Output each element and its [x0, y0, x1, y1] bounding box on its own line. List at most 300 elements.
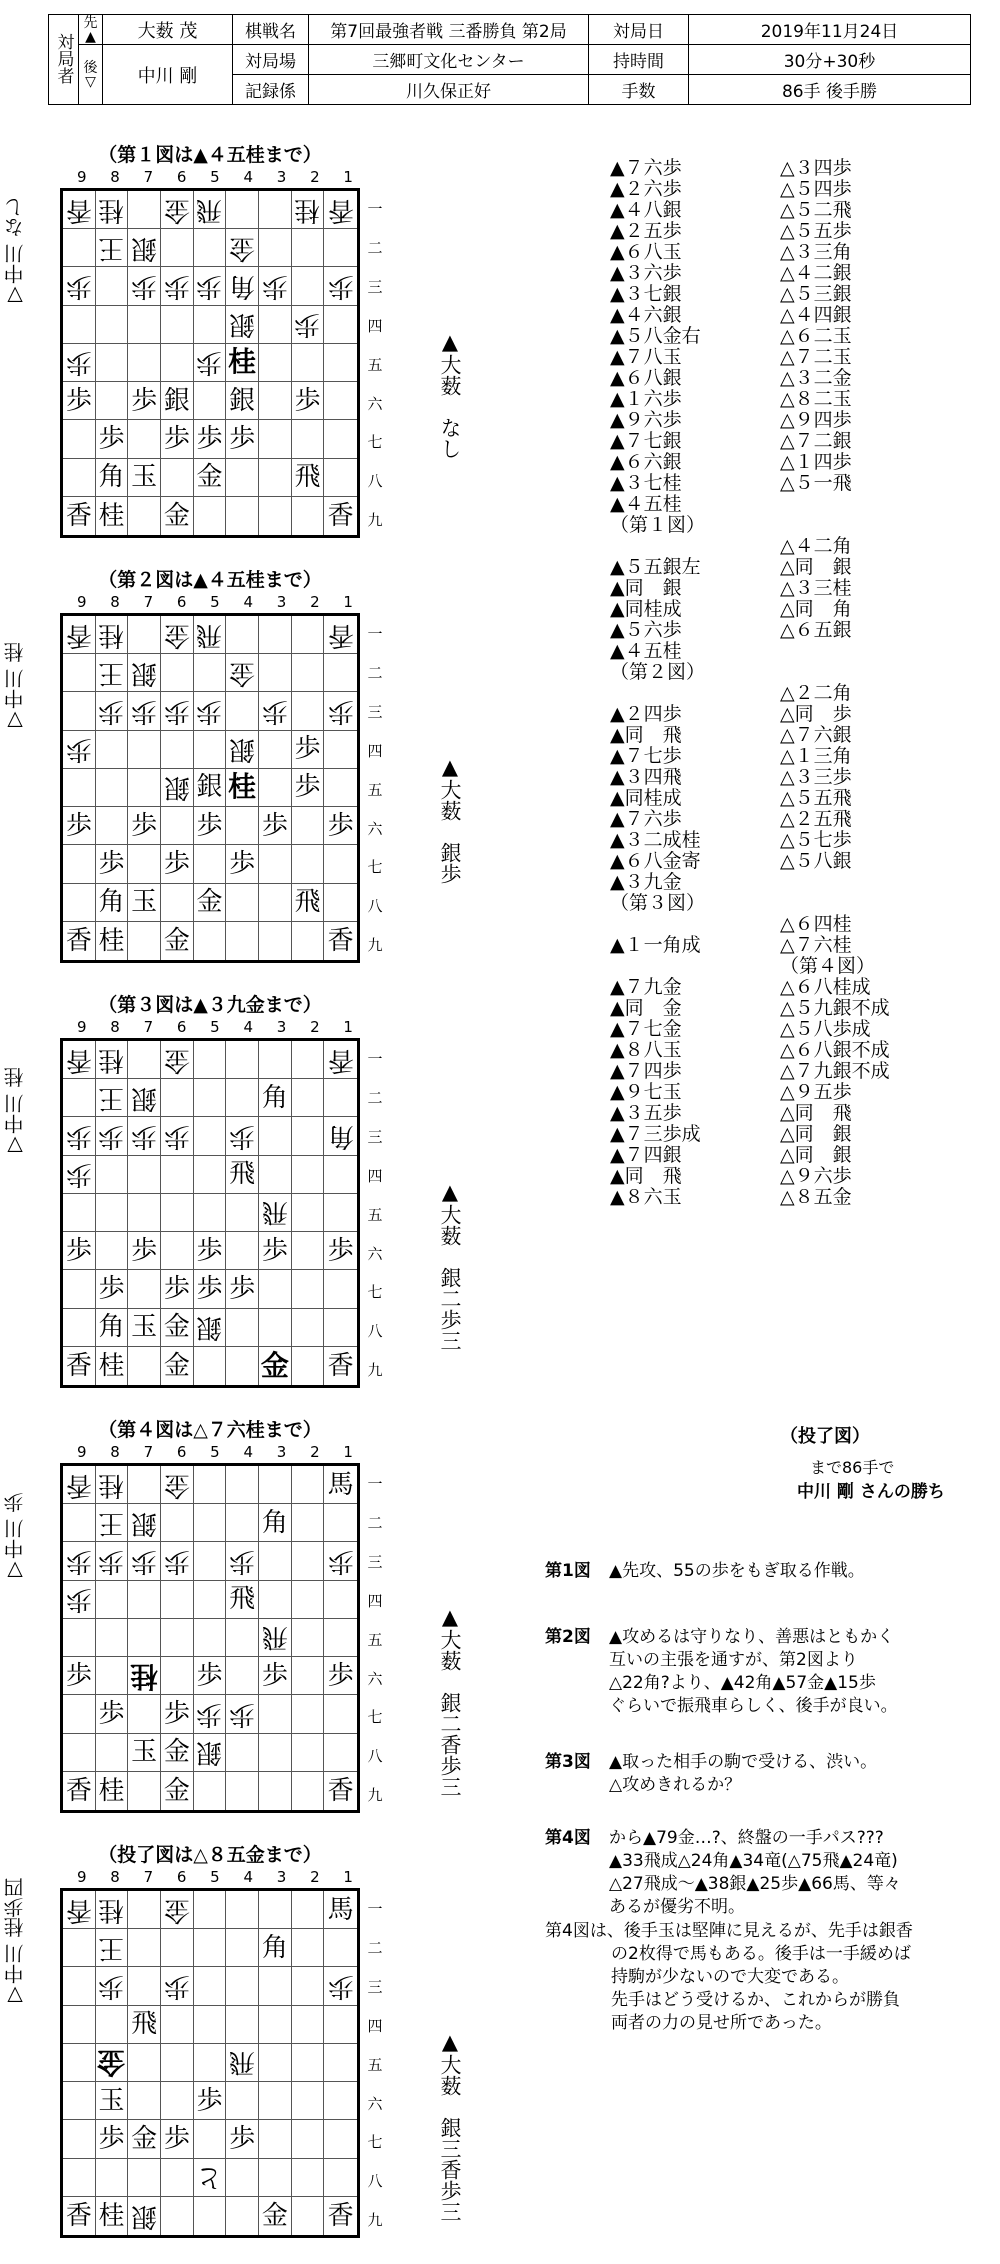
board-square	[161, 654, 194, 692]
note-label: 第4図	[545, 1828, 591, 1848]
board-square	[292, 807, 325, 845]
piece: 歩	[327, 271, 354, 302]
piece: 歩	[261, 271, 288, 302]
board-square	[194, 616, 227, 654]
board-square	[96, 191, 129, 229]
board-square	[292, 1270, 325, 1308]
move-sente: ▲７七金	[610, 1018, 682, 1040]
file-number: 4	[243, 1868, 254, 1886]
piece: 香	[65, 619, 92, 650]
game-info-table	[48, 14, 971, 105]
board-square	[161, 1542, 194, 1580]
board-square	[96, 845, 129, 883]
move-gote: △６二玉	[780, 325, 852, 347]
board-square	[226, 229, 259, 267]
board-square	[63, 382, 96, 420]
board-square	[96, 459, 129, 497]
piece: 角	[98, 887, 125, 918]
file-number: 6	[176, 1868, 187, 1886]
piece: 歩	[98, 1121, 125, 1152]
board-square	[226, 1309, 259, 1347]
board-square	[324, 1657, 357, 1695]
board-square	[259, 382, 292, 420]
board-square	[292, 1891, 325, 1929]
move-row	[610, 494, 970, 515]
file-number: 7	[143, 593, 154, 611]
board-square	[128, 845, 161, 883]
file-number: 1	[343, 168, 353, 186]
piece: 香	[327, 925, 354, 956]
move-row	[610, 851, 970, 872]
file-number: 9	[76, 1018, 87, 1036]
rank-number: 二	[367, 1513, 383, 1532]
board-square	[324, 229, 357, 267]
rank-number: 五	[367, 1630, 383, 1649]
board-square	[292, 2082, 325, 2120]
note-line: の2枚得で馬もある。後手は一手緩めば	[611, 1944, 911, 1964]
move-gote: △同 銀	[780, 1144, 852, 1166]
move-gote: △２二角	[780, 682, 852, 704]
move-row	[610, 515, 970, 536]
piece: 歩	[196, 423, 223, 454]
board-square	[226, 1466, 259, 1504]
board-square	[194, 382, 227, 420]
board-square	[324, 2006, 357, 2044]
piece: 飛	[261, 1622, 288, 1653]
board-square	[226, 420, 259, 458]
gote-hand: ▽中川 歩	[3, 1492, 27, 1583]
board-square	[259, 884, 292, 922]
piece: 金	[131, 2123, 158, 2154]
sente-pieces-in-hand: なし	[438, 417, 462, 459]
piece: 金	[97, 2046, 126, 2080]
recorder-label: 記録係	[233, 75, 309, 105]
rank-number: 八	[367, 897, 383, 916]
rank-number: 八	[367, 1322, 383, 1341]
time-control: 30分+30秒	[689, 45, 971, 75]
move-row	[610, 620, 970, 641]
piece: 香	[327, 1044, 354, 1075]
board-square	[324, 1772, 357, 1810]
move-count-result: 86手 後手勝	[689, 75, 971, 105]
piece: 金	[163, 1775, 190, 1806]
board-square	[194, 1657, 227, 1695]
file-number: 2	[310, 1443, 320, 1461]
piece: 金	[163, 1312, 190, 1343]
board-square	[128, 1347, 161, 1385]
note-line: ▲先攻、55の歩をもぎ取る作戦。	[609, 1561, 865, 1581]
move-gote: △２五飛	[780, 808, 852, 830]
board-square	[226, 459, 259, 497]
board-square	[194, 731, 227, 769]
sente-name: ▲大薮	[438, 1605, 462, 1671]
board-square	[194, 229, 227, 267]
board-square	[128, 654, 161, 692]
piece: 銀	[131, 2200, 158, 2231]
note-line: △攻めきれるか？	[609, 1775, 742, 1795]
piece: 桂	[98, 619, 125, 650]
board-square	[194, 654, 227, 692]
board-square	[292, 1734, 325, 1772]
move-sente: ▲３四飛	[610, 766, 682, 788]
board-square	[63, 1194, 96, 1232]
piece: 歩	[98, 1698, 125, 1729]
rank-number: 六	[367, 1669, 383, 1688]
board-square	[324, 420, 357, 458]
sente-name: ▲大薮	[438, 330, 462, 396]
piece: 金	[229, 657, 256, 688]
piece: 銀	[131, 232, 158, 263]
board-square	[128, 2044, 161, 2082]
piece: 歩	[65, 385, 92, 416]
board-square	[63, 2082, 96, 2120]
time-label: 持時間	[589, 45, 689, 75]
file-number: 5	[210, 168, 220, 186]
move-sente: ▲同桂成	[610, 787, 682, 809]
kisen-label: 棋戦名	[233, 15, 309, 45]
move-row	[610, 767, 970, 788]
file-number: 6	[176, 1443, 187, 1461]
board-square	[161, 344, 194, 382]
board-square	[63, 1657, 96, 1695]
board-square	[194, 845, 227, 883]
board-square	[96, 1581, 129, 1619]
board-square	[128, 1967, 161, 2005]
board-square	[96, 1041, 129, 1079]
board-square	[226, 2120, 259, 2158]
board-square	[226, 1542, 259, 1580]
board-square	[128, 1309, 161, 1347]
sente-pieces-in-hand: 銀三香歩三	[438, 2117, 462, 2222]
piece: 歩	[65, 1235, 92, 1266]
board-square	[96, 2082, 129, 2120]
file-number: 7	[143, 1018, 154, 1036]
board-square	[226, 845, 259, 883]
board-square	[194, 1967, 227, 2005]
board-square	[96, 1734, 129, 1772]
board-square	[226, 1581, 259, 1619]
piece: 玉	[98, 2085, 125, 2116]
board-square	[194, 1156, 227, 1194]
piece: 銀	[196, 1312, 223, 1343]
move-gote: △１三角	[780, 745, 852, 767]
board-square	[324, 382, 357, 420]
board-square	[292, 459, 325, 497]
diagram-title: （投了図は△８五金まで）	[98, 1844, 322, 1866]
piece: 桂	[98, 1044, 125, 1075]
board-square	[226, 497, 259, 535]
piece: 歩	[163, 1273, 190, 1304]
board-square	[194, 459, 227, 497]
piece: 玉	[131, 462, 158, 493]
file-number: 2	[310, 168, 320, 186]
board-square	[63, 459, 96, 497]
rank-number: 一	[367, 1475, 383, 1493]
rank-number: 四	[367, 1166, 383, 1185]
rank-number: 七	[367, 1283, 383, 1302]
file-number: 5	[210, 1868, 220, 1886]
board-square	[324, 267, 357, 305]
rank-number: 三	[367, 702, 383, 721]
board-square	[226, 1194, 259, 1232]
piece: 香	[65, 2200, 92, 2231]
rank-number: 二	[367, 663, 383, 682]
board-square	[259, 1891, 292, 1929]
board-square	[226, 2006, 259, 2044]
board-square	[226, 1695, 259, 1733]
board-square	[194, 1542, 227, 1580]
diagram-title: （第３図は▲３九金まで）	[98, 994, 322, 1016]
piece: 銀	[229, 385, 256, 416]
result-winner: 中川 剛 さんの勝ち	[797, 1482, 945, 1502]
board-square	[161, 2006, 194, 2044]
move-sente: ▲７八玉	[610, 346, 682, 368]
piece: 飛	[229, 1159, 256, 1190]
board-square	[259, 1079, 292, 1117]
move-gote: △９四歩	[780, 409, 852, 431]
piece: 香	[65, 925, 92, 956]
move-row	[610, 431, 970, 452]
board-square	[128, 1581, 161, 1619]
board-square	[161, 1657, 194, 1695]
piece: 歩	[131, 1121, 158, 1152]
move-gote: △６八銀不成	[780, 1039, 890, 1061]
board-square	[128, 2082, 161, 2120]
move-gote: △７六銀	[780, 724, 852, 746]
board-square	[292, 769, 325, 807]
board-square	[226, 1079, 259, 1117]
board-square	[128, 1619, 161, 1657]
board-square	[63, 845, 96, 883]
board-square	[161, 1581, 194, 1619]
piece: 角	[98, 1312, 125, 1343]
shogi-board	[60, 1888, 360, 2238]
piece: 歩	[196, 696, 223, 727]
rank-number: 二	[367, 1938, 383, 1957]
board-square	[292, 1657, 325, 1695]
board-square	[259, 654, 292, 692]
move-row	[610, 914, 970, 935]
piece: 歩	[196, 810, 223, 841]
board-square	[194, 1270, 227, 1308]
move-row	[610, 599, 970, 620]
piece: 歩	[261, 1235, 288, 1266]
kisen-name: 第7回最強者戦 三番勝負 第2局	[309, 15, 589, 45]
board-square	[128, 769, 161, 807]
board-square	[128, 807, 161, 845]
move-sente: ▲４八銀	[610, 199, 682, 221]
piece: 歩	[131, 1546, 158, 1577]
move-row	[610, 305, 970, 326]
board-square	[63, 1772, 96, 1810]
piece: 歩	[196, 2085, 223, 2116]
piece: 歩	[98, 696, 125, 727]
note-line: ▲攻めるは守りなり、善悪はともかく	[609, 1627, 895, 1647]
game-place: 三郷町文化センター	[309, 45, 589, 75]
board-square	[128, 267, 161, 305]
board-square	[161, 2120, 194, 2158]
board-square	[259, 2159, 292, 2197]
piece: 歩	[65, 1584, 92, 1615]
move-gote: △同 飛	[780, 1102, 852, 1124]
move-row	[610, 935, 970, 956]
move-gote: △５二飛	[780, 199, 852, 221]
board-square	[292, 1117, 325, 1155]
board-square	[259, 1734, 292, 1772]
piece: 銀	[229, 309, 256, 340]
board-square	[161, 1695, 194, 1733]
piece: 金	[229, 232, 256, 263]
board-square	[96, 1270, 129, 1308]
piece: 歩	[163, 1971, 190, 2002]
board-square	[324, 2120, 357, 2158]
piece: 桂	[98, 1775, 125, 1806]
board-square	[324, 2159, 357, 2197]
piece: 香	[327, 619, 354, 650]
piece: 角	[98, 462, 125, 493]
board-square	[259, 1695, 292, 1733]
file-number: 8	[110, 1443, 120, 1461]
rank-numbers	[365, 1888, 385, 2238]
board-square	[63, 654, 96, 692]
move-row	[610, 1019, 970, 1040]
piece: 香	[327, 194, 354, 225]
board-square	[226, 1156, 259, 1194]
diagram-title: （第４図は△７六桂まで）	[98, 1419, 322, 1441]
board-square	[292, 1967, 325, 2005]
board-square	[63, 1734, 96, 1772]
piece: 飛	[131, 2009, 158, 2040]
piece: 歩	[261, 810, 288, 841]
board-square	[194, 1079, 227, 1117]
board-square	[128, 692, 161, 730]
piece: 桂	[98, 1894, 125, 1925]
board-square	[226, 922, 259, 960]
board-square	[226, 2044, 259, 2082]
board-square	[194, 1929, 227, 1967]
piece: と	[196, 2162, 223, 2193]
move-row	[610, 746, 970, 767]
sente-hand	[412, 1605, 462, 1805]
piece: 金	[163, 619, 190, 650]
rank-numbers	[365, 188, 385, 538]
board-square	[128, 616, 161, 654]
board-square	[96, 2006, 129, 2044]
board-square	[161, 807, 194, 845]
board-square	[324, 191, 357, 229]
move-row	[610, 830, 970, 851]
piece: 桂	[98, 194, 125, 225]
board-square	[128, 1657, 161, 1695]
piece: 歩	[261, 1660, 288, 1691]
move-sente: ▲同 飛	[610, 1165, 682, 1187]
piece: 角	[327, 1121, 354, 1152]
taikyokusha-label: 対局者	[49, 15, 79, 105]
piece: 玉	[131, 887, 158, 918]
rank-number: 三	[367, 1127, 383, 1146]
board-square	[128, 2159, 161, 2197]
move-sente: （第１図）	[610, 514, 706, 536]
board-square	[292, 1619, 325, 1657]
board-square	[63, 2197, 96, 2235]
move-row	[610, 1040, 970, 1061]
board-square	[161, 2197, 194, 2235]
move-gote: △６四桂	[780, 913, 852, 935]
board-square	[63, 1232, 96, 1270]
piece: 銀	[163, 385, 190, 416]
piece: 歩	[65, 734, 92, 765]
board-square	[292, 1772, 325, 1810]
board-square	[63, 884, 96, 922]
move-sente: ▲６六銀	[610, 451, 682, 473]
piece: 歩	[131, 1235, 158, 1266]
board-square	[292, 1156, 325, 1194]
file-number: 1	[343, 1443, 353, 1461]
note-line: あるが優劣不明。	[609, 1897, 745, 1917]
piece: 歩	[98, 1546, 125, 1577]
piece: 香	[327, 1350, 354, 1381]
piece: 歩	[98, 423, 125, 454]
rank-number: 五	[367, 780, 383, 799]
board-square	[259, 1542, 292, 1580]
board-square	[259, 459, 292, 497]
board-square	[63, 1967, 96, 2005]
board-square	[194, 2159, 227, 2197]
piece: 金	[163, 1044, 190, 1075]
board-square	[96, 1309, 129, 1347]
move-sente: ▲７三歩成	[610, 1123, 701, 1145]
board-square	[324, 1309, 357, 1347]
piece: 歩	[327, 1235, 354, 1266]
move-sente: ▲同桂成	[610, 598, 682, 620]
board-square	[226, 654, 259, 692]
move-row	[610, 1082, 970, 1103]
board-square	[226, 2197, 259, 2235]
piece: 金	[260, 1348, 289, 1382]
piece: 歩	[65, 1159, 92, 1190]
piece: 銀	[163, 772, 190, 803]
board-square	[161, 1232, 194, 1270]
board-square	[63, 1041, 96, 1079]
board-square	[226, 616, 259, 654]
board-square	[194, 2120, 227, 2158]
board-square	[324, 2082, 357, 2120]
move-gote: △同 歩	[780, 703, 852, 725]
board-square	[128, 1079, 161, 1117]
sente-pieces-in-hand: 銀二香歩三	[438, 1692, 462, 1797]
board-square	[96, 2044, 129, 2082]
piece: 香	[327, 500, 354, 531]
board-square	[324, 2197, 357, 2235]
board-square	[128, 1156, 161, 1194]
piece: 歩	[163, 2123, 190, 2154]
board-square	[194, 2044, 227, 2082]
board-square	[324, 731, 357, 769]
move-row	[610, 221, 970, 242]
board-square	[259, 1270, 292, 1308]
diagram-title: （第２図は▲４五桂まで）	[98, 569, 322, 591]
board-square	[292, 2197, 325, 2235]
piece: 歩	[229, 2123, 256, 2154]
piece: 銀	[131, 1507, 158, 1538]
piece: 歩	[98, 848, 125, 879]
board-square	[96, 616, 129, 654]
piece: 歩	[163, 1698, 190, 1729]
board-square	[259, 344, 292, 382]
board-square	[161, 1466, 194, 1504]
move-sente: ▲３二成桂	[610, 829, 701, 851]
rank-number: 四	[367, 2016, 383, 2035]
